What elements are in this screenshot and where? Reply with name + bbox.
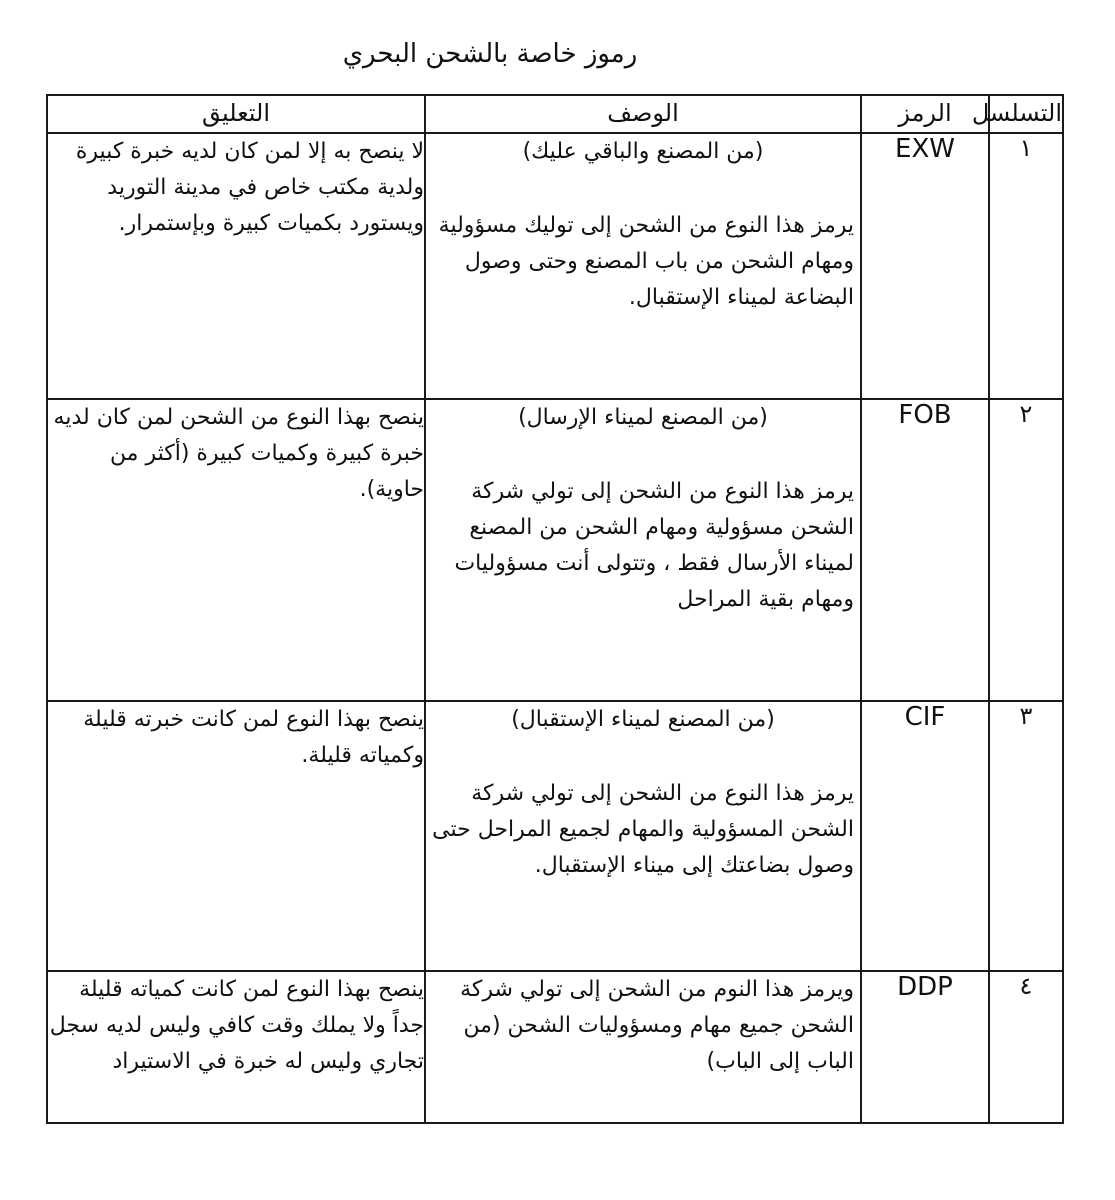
- row-seq: ٢: [989, 399, 1063, 701]
- row-seq: ٣: [989, 701, 1063, 971]
- table-row: [47, 133, 1063, 399]
- header-seq: التسلسل: [989, 95, 1063, 133]
- header-description: الوصف: [425, 95, 861, 133]
- header-code: الرمز: [861, 95, 989, 133]
- row-description: [425, 399, 861, 701]
- table-header-row: [47, 95, 1063, 133]
- row-seq: ١: [989, 133, 1063, 399]
- row-comment: ينصح بهذا النوع من الشحن لمن كان لديه خبرة كبيرة وكميات كبيرة (أكثر من حاوية).: [47, 399, 425, 701]
- description-body: يرمز هذا النوع من الشحن إلى تولي شركة الشحن المسؤولية والمهام لجميع المراحل حتى وصول بضاعتك إلى ميناء الإستقبال.: [432, 781, 854, 878]
- description-body: يرمز هذا النوع من الشحن إلى تولي شركة الشحن مسؤولية ومهام الشحن من المصنع لميناء الأرسال فقط ، وتتولى أنت مسؤوليات ومهام بقية المراحل: [454, 479, 854, 612]
- description-body: يرمز هذا النوع من الشحن إلى توليك مسؤولية ومهام الشحن من باب المصنع وحتى وصول البضاعة لميناء الإستقبال.: [438, 213, 854, 310]
- row-seq: ٤: [989, 971, 1063, 1123]
- row-description: [425, 701, 861, 971]
- page-title: رموز خاصة بالشحن البحري: [342, 39, 638, 69]
- table-row: [47, 399, 1063, 701]
- row-description: [425, 133, 861, 399]
- description-head: (من المصنع والباقي عليك): [522, 139, 764, 164]
- row-code: DDP: [861, 971, 989, 1123]
- header-comment: التعليق: [47, 95, 425, 133]
- row-code: FOB: [861, 399, 989, 701]
- description-head: (من المصنع لميناء الإستقبال): [511, 707, 775, 732]
- row-comment: لا ينصح به إلا لمن كان لديه خبرة كبيرة ولدية مكتب خاص في مدينة التوريد ويستورد بكميات كبيرة وبإستمرار.: [47, 133, 425, 399]
- shipping-codes-table: [46, 94, 1064, 1124]
- row-code: EXW: [861, 133, 989, 399]
- row-comment: ينصح بهذا النوع لمن كانت كمياته قليلة جداً ولا يملك وقت كافي وليس لديه سجل تجاري وليس له خبرة في الاستيراد: [47, 971, 425, 1123]
- description-body: ويرمز هذا النوم من الشحن إلى تولي شركة الشحن جميع مهام ومسؤوليات الشحن (من الباب إلى الباب): [460, 977, 854, 1074]
- row-comment: ينصح بهذا النوع لمن كانت خبرته قليلة وكمياته قليلة.: [47, 701, 425, 971]
- row-code: CIF: [861, 701, 989, 971]
- table-row: [47, 971, 1063, 1123]
- row-description: [425, 971, 861, 1123]
- table-row: [47, 701, 1063, 971]
- description-head: (من المصنع لميناء الإرسال): [518, 405, 768, 430]
